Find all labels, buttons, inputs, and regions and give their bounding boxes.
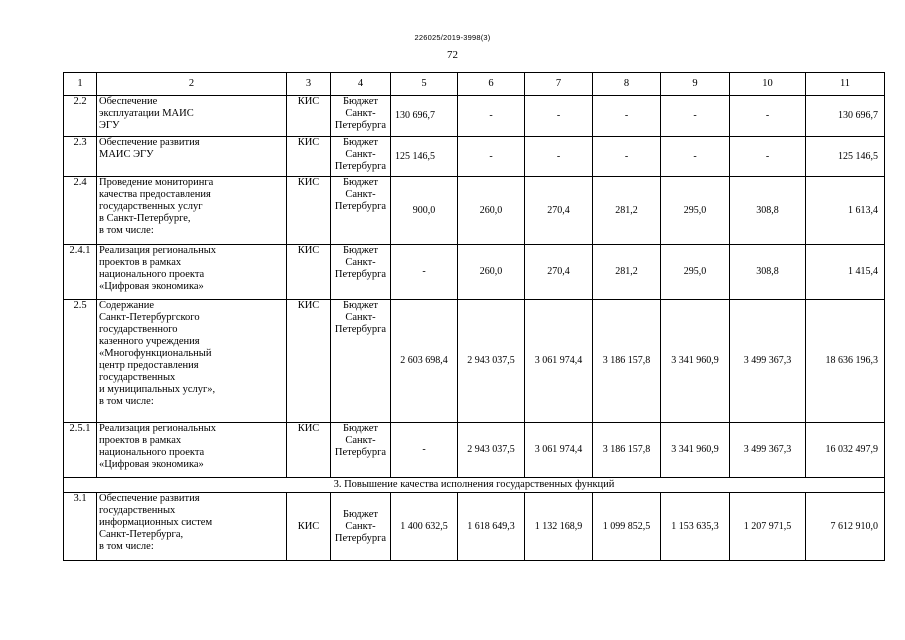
row-value: 3 061 974,4 bbox=[525, 423, 593, 478]
row-total: 18 636 196,3 bbox=[806, 300, 885, 423]
column-header: 7 bbox=[525, 73, 593, 96]
column-header: 11 bbox=[806, 73, 885, 96]
row-number: 2.3 bbox=[64, 137, 97, 177]
page-number: 72 bbox=[447, 49, 458, 61]
row-value: 3 186 157,8 bbox=[593, 423, 661, 478]
row-category: КИС bbox=[287, 177, 331, 245]
row-value: 900,0 bbox=[391, 177, 458, 245]
row-value: 3 341 960,9 bbox=[661, 423, 730, 478]
column-header: 6 bbox=[458, 73, 525, 96]
row-value: 3 499 367,3 bbox=[730, 300, 806, 423]
row-value: 3 061 974,4 bbox=[525, 300, 593, 423]
row-value: 125 146,5 bbox=[391, 137, 458, 177]
row-category: КИС bbox=[287, 137, 331, 177]
row-number: 2.5 bbox=[64, 300, 97, 423]
row-total: 1 613,4 bbox=[806, 177, 885, 245]
row-value: - bbox=[525, 137, 593, 177]
row-value: 281,2 bbox=[593, 245, 661, 300]
row-name: Обеспечение развития МАИС ЭГУ bbox=[97, 137, 287, 177]
row-value: - bbox=[593, 137, 661, 177]
row-value: 308,8 bbox=[730, 177, 806, 245]
row-total: 130 696,7 bbox=[806, 96, 885, 137]
row-funding-source: Бюджет Санкт- Петербурга bbox=[331, 493, 391, 561]
row-funding-source: Бюджет Санкт- Петербурга bbox=[331, 137, 391, 177]
row-category: КИС bbox=[287, 493, 331, 561]
row-value: 3 186 157,8 bbox=[593, 300, 661, 423]
row-value: 260,0 bbox=[458, 245, 525, 300]
row-value: 3 341 960,9 bbox=[661, 300, 730, 423]
row-value: 2 943 037,5 bbox=[458, 423, 525, 478]
section-row bbox=[64, 478, 885, 493]
row-total: 7 612 910,0 bbox=[806, 493, 885, 561]
row-value: 130 696,7 bbox=[391, 96, 458, 137]
table-body bbox=[64, 96, 885, 561]
row-value: - bbox=[593, 96, 661, 137]
table-row bbox=[64, 177, 885, 245]
row-number: 2.5.1 bbox=[64, 423, 97, 478]
row-value: 308,8 bbox=[730, 245, 806, 300]
row-name: Реализация региональных проектов в рамках национального проекта «Цифровая экономика» bbox=[97, 245, 287, 300]
row-value: 270,4 bbox=[525, 177, 593, 245]
row-value: 1 153 635,3 bbox=[661, 493, 730, 561]
row-value: - bbox=[458, 137, 525, 177]
row-number: 3.1 bbox=[64, 493, 97, 561]
row-number: 2.2 bbox=[64, 96, 97, 137]
row-value: - bbox=[661, 96, 730, 137]
row-value: 1 207 971,5 bbox=[730, 493, 806, 561]
row-value: 295,0 bbox=[661, 177, 730, 245]
table-row bbox=[64, 423, 885, 478]
column-header: 8 bbox=[593, 73, 661, 96]
row-total: 16 032 497,9 bbox=[806, 423, 885, 478]
row-category: КИС bbox=[287, 245, 331, 300]
row-value: 1 099 852,5 bbox=[593, 493, 661, 561]
row-name: Содержание Санкт-Петербургского государственного казенного учреждения «Многофункциональный центр предоставления государственных и муниципальных услуг», в том числе: bbox=[97, 300, 287, 423]
header-row bbox=[64, 73, 885, 96]
row-category: КИС bbox=[287, 423, 331, 478]
section-title: 3. Повышение качества исполнения государственных функций bbox=[64, 478, 885, 493]
row-value: 1 132 168,9 bbox=[525, 493, 593, 561]
row-value: - bbox=[391, 423, 458, 478]
row-value: 295,0 bbox=[661, 245, 730, 300]
row-value: - bbox=[730, 137, 806, 177]
row-value: 270,4 bbox=[525, 245, 593, 300]
table-row bbox=[64, 96, 885, 137]
row-value: 1 400 632,5 bbox=[391, 493, 458, 561]
row-number: 2.4.1 bbox=[64, 245, 97, 300]
row-value: - bbox=[458, 96, 525, 137]
row-funding-source: Бюджет Санкт- Петербурга bbox=[331, 423, 391, 478]
row-value: 281,2 bbox=[593, 177, 661, 245]
row-value: - bbox=[730, 96, 806, 137]
row-name: Реализация региональных проектов в рамках национального проекта «Цифровая экономика» bbox=[97, 423, 287, 478]
row-category: КИС bbox=[287, 300, 331, 423]
row-value: 1 618 649,3 bbox=[458, 493, 525, 561]
row-total: 1 415,4 bbox=[806, 245, 885, 300]
row-funding-source: Бюджет Санкт- Петербурга bbox=[331, 96, 391, 137]
row-value: 2 603 698,4 bbox=[391, 300, 458, 423]
column-header: 4 bbox=[331, 73, 391, 96]
row-name: Обеспечение эксплуатации МАИС ЭГУ bbox=[97, 96, 287, 137]
column-header: 2 bbox=[97, 73, 287, 96]
row-value: 2 943 037,5 bbox=[458, 300, 525, 423]
table-row bbox=[64, 137, 885, 177]
table-row bbox=[64, 245, 885, 300]
column-header: 9 bbox=[661, 73, 730, 96]
row-total: 125 146,5 bbox=[806, 137, 885, 177]
row-value: - bbox=[391, 245, 458, 300]
column-header: 5 bbox=[391, 73, 458, 96]
column-header: 3 bbox=[287, 73, 331, 96]
row-funding-source: Бюджет Санкт- Петербурга bbox=[331, 177, 391, 245]
table-header bbox=[64, 73, 885, 96]
row-funding-source: Бюджет Санкт- Петербурга bbox=[331, 300, 391, 423]
table-row bbox=[64, 493, 885, 561]
row-value: 3 499 367,3 bbox=[730, 423, 806, 478]
row-value: - bbox=[661, 137, 730, 177]
row-category: КИС bbox=[287, 96, 331, 137]
document-id: 226025/2019-3998(3) bbox=[414, 33, 491, 42]
row-name: Обеспечение развития государственных информационных систем Санкт-Петербурга, в том числе: bbox=[97, 493, 287, 561]
row-name: Проведение мониторинга качества предоставления государственных услуг в Санкт-Петербурге, в том числе: bbox=[97, 177, 287, 245]
column-header: 10 bbox=[730, 73, 806, 96]
budget-table bbox=[63, 72, 885, 561]
row-number: 2.4 bbox=[64, 177, 97, 245]
table-row bbox=[64, 300, 885, 423]
column-header: 1 bbox=[64, 73, 97, 96]
row-value: - bbox=[525, 96, 593, 137]
row-funding-source: Бюджет Санкт- Петербурга bbox=[331, 245, 391, 300]
row-value: 260,0 bbox=[458, 177, 525, 245]
